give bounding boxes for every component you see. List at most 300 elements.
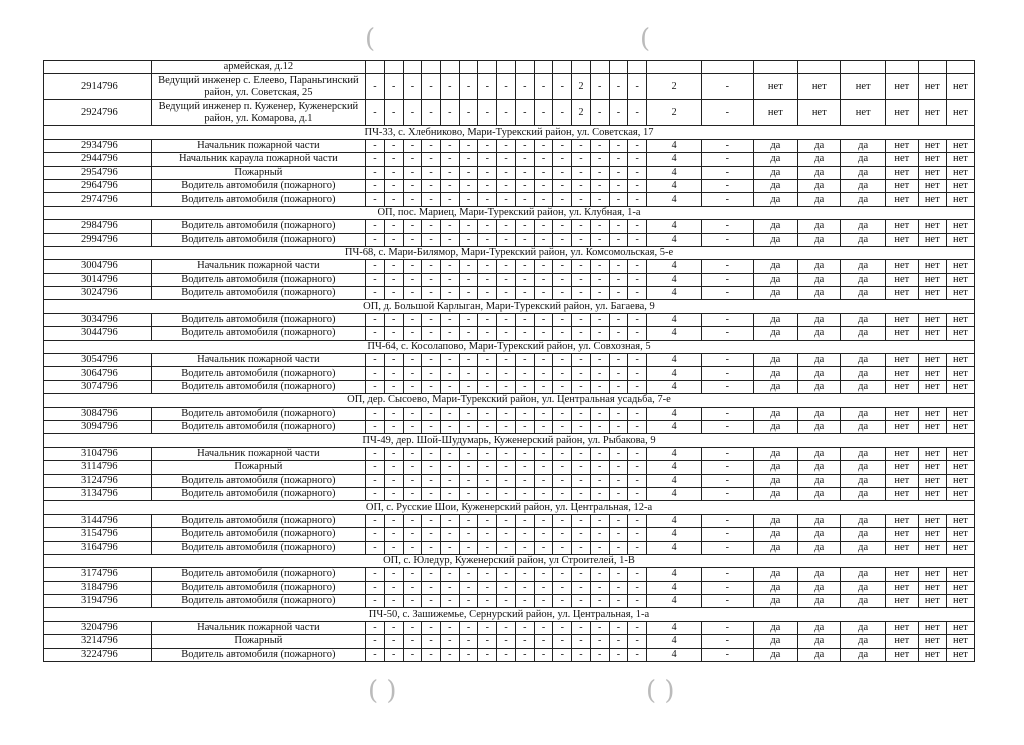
value-cell: -: [515, 100, 534, 126]
value-cell: -: [628, 528, 647, 541]
value-cell: -: [440, 581, 459, 594]
value-cell: -: [534, 193, 553, 206]
code-cell: 2914796: [44, 74, 152, 100]
value-cell: нет: [918, 260, 946, 273]
position-cell: Водитель автомобиля (пожарного): [151, 273, 365, 286]
value-cell: -: [609, 648, 628, 661]
value-cell: -: [478, 407, 497, 420]
value-cell: -: [497, 648, 516, 661]
value-cell: -: [572, 166, 591, 179]
value-cell: нет: [885, 153, 918, 166]
value-cell: -: [497, 139, 516, 152]
value-cell: -: [572, 528, 591, 541]
value-cell: -: [553, 568, 572, 581]
value-cell: нет: [885, 461, 918, 474]
value-cell: -: [572, 487, 591, 500]
value-cell: -: [609, 514, 628, 527]
value-cell: -: [628, 260, 647, 273]
value-cell: -: [422, 273, 441, 286]
value-cell: -: [534, 287, 553, 300]
code-cell: 3104796: [44, 447, 152, 460]
value-cell: нет: [918, 447, 946, 460]
value-cell: -: [497, 635, 516, 648]
value-cell: -: [440, 380, 459, 393]
value-cell: нет: [885, 420, 918, 433]
value-cell: -: [422, 367, 441, 380]
value-cell: -: [478, 474, 497, 487]
value-cell: [918, 61, 946, 74]
value-cell: -: [553, 514, 572, 527]
value-cell: да: [753, 367, 798, 380]
code-cell: 3184796: [44, 581, 152, 594]
value-cell: да: [841, 528, 886, 541]
value-cell: -: [572, 621, 591, 634]
value-cell: -: [497, 179, 516, 192]
value-cell: -: [366, 528, 385, 541]
section-header: ОП, пос. Мариец, Мари-Турекский район, ул. Клубная, 1-а: [44, 206, 975, 219]
value-cell: -: [590, 461, 609, 474]
value-cell: да: [798, 621, 841, 634]
value-cell: -: [366, 354, 385, 367]
code-cell: 3054796: [44, 354, 152, 367]
value-cell: нет: [946, 420, 974, 433]
value-cell: нет: [885, 541, 918, 554]
value-cell: [572, 61, 591, 74]
value-cell: -: [572, 474, 591, 487]
value-cell: да: [753, 487, 798, 500]
value-cell: -: [366, 621, 385, 634]
value-cell: -: [478, 100, 497, 126]
value-cell: [515, 61, 534, 74]
value-cell: -: [553, 74, 572, 100]
value-cell: нет: [946, 461, 974, 474]
value-cell: -: [628, 380, 647, 393]
value-cell: -: [422, 287, 441, 300]
value-cell: -: [422, 139, 441, 152]
value-cell: -: [497, 420, 516, 433]
value-cell: -: [384, 179, 403, 192]
value-cell: -: [534, 313, 553, 326]
value-cell: нет: [946, 179, 974, 192]
value-cell: да: [753, 474, 798, 487]
section-header-row: [44, 126, 975, 139]
value-cell: -: [440, 327, 459, 340]
value-cell: -: [366, 220, 385, 233]
value-cell: -: [422, 354, 441, 367]
value-cell: -: [478, 166, 497, 179]
value-cell: нет: [946, 193, 974, 206]
value-cell: -: [478, 193, 497, 206]
value-cell: -: [440, 407, 459, 420]
value-cell: -: [609, 380, 628, 393]
value-cell: нет: [798, 74, 841, 100]
value-cell: -: [628, 153, 647, 166]
value-cell: 4: [647, 595, 702, 608]
value-cell: нет: [918, 327, 946, 340]
value-cell: нет: [946, 260, 974, 273]
value-cell: нет: [918, 420, 946, 433]
table-row: [44, 354, 975, 367]
value-cell: да: [798, 380, 841, 393]
value-cell: -: [497, 260, 516, 273]
value-cell: нет: [946, 568, 974, 581]
value-cell: -: [609, 595, 628, 608]
section-header: ПЧ-64, с. Косолапово, Мари-Турекский район, ул. Совхозная, 5: [44, 340, 975, 353]
value-cell: да: [841, 153, 886, 166]
value-cell: -: [534, 407, 553, 420]
value-cell: [459, 61, 478, 74]
position-cell: Водитель автомобиля (пожарного): [151, 581, 365, 594]
position-cell: Пожарный: [151, 166, 365, 179]
code-cell: 3114796: [44, 461, 152, 474]
value-cell: -: [403, 595, 422, 608]
value-cell: -: [459, 220, 478, 233]
position-cell: Водитель автомобиля (пожарного): [151, 327, 365, 340]
value-cell: -: [702, 313, 754, 326]
value-cell: -: [403, 420, 422, 433]
value-cell: нет: [885, 568, 918, 581]
value-cell: -: [628, 407, 647, 420]
code-cell: 3124796: [44, 474, 152, 487]
code-cell: 3194796: [44, 595, 152, 608]
value-cell: нет: [918, 139, 946, 152]
value-cell: -: [459, 407, 478, 420]
value-cell: нет: [918, 528, 946, 541]
value-cell: нет: [885, 635, 918, 648]
value-cell: -: [515, 380, 534, 393]
value-cell: -: [497, 153, 516, 166]
value-cell: нет: [885, 233, 918, 246]
value-cell: [946, 61, 974, 74]
value-cell: -: [572, 514, 591, 527]
value-cell: [841, 61, 886, 74]
table-row: [44, 179, 975, 192]
value-cell: -: [572, 541, 591, 554]
value-cell: -: [609, 474, 628, 487]
position-cell: Водитель автомобиля (пожарного): [151, 487, 365, 500]
value-cell: -: [609, 233, 628, 246]
value-cell: -: [366, 273, 385, 286]
value-cell: нет: [885, 139, 918, 152]
value-cell: -: [422, 487, 441, 500]
value-cell: -: [553, 327, 572, 340]
value-cell: 4: [647, 581, 702, 594]
value-cell: -: [628, 635, 647, 648]
value-cell: -: [459, 528, 478, 541]
value-cell: -: [628, 193, 647, 206]
value-cell: -: [702, 139, 754, 152]
value-cell: -: [609, 528, 628, 541]
value-cell: -: [459, 273, 478, 286]
value-cell: да: [798, 581, 841, 594]
section-header-row: [44, 246, 975, 259]
value-cell: -: [497, 220, 516, 233]
value-cell: -: [702, 367, 754, 380]
value-cell: -: [459, 313, 478, 326]
value-cell: -: [440, 367, 459, 380]
value-cell: да: [798, 153, 841, 166]
value-cell: -: [553, 541, 572, 554]
value-cell: -: [628, 568, 647, 581]
value-cell: нет: [841, 74, 886, 100]
table-row: [44, 635, 975, 648]
value-cell: да: [753, 166, 798, 179]
table-row: [44, 287, 975, 300]
value-cell: да: [841, 354, 886, 367]
value-cell: да: [798, 461, 841, 474]
code-cell: 3134796: [44, 487, 152, 500]
value-cell: -: [553, 380, 572, 393]
value-cell: -: [609, 541, 628, 554]
value-cell: нет: [946, 287, 974, 300]
value-cell: -: [515, 581, 534, 594]
value-cell: -: [366, 380, 385, 393]
value-cell: -: [609, 193, 628, 206]
value-cell: -: [515, 407, 534, 420]
value-cell: -: [478, 581, 497, 594]
value-cell: -: [515, 474, 534, 487]
value-cell: да: [798, 474, 841, 487]
value-cell: -: [515, 139, 534, 152]
value-cell: -: [515, 568, 534, 581]
value-cell: -: [497, 407, 516, 420]
code-cell: 3034796: [44, 313, 152, 326]
value-cell: -: [459, 367, 478, 380]
scan-mark-top-right: (: [640, 24, 651, 54]
value-cell: -: [384, 367, 403, 380]
value-cell: -: [628, 474, 647, 487]
value-cell: -: [403, 193, 422, 206]
value-cell: 4: [647, 260, 702, 273]
value-cell: -: [497, 380, 516, 393]
value-cell: -: [440, 487, 459, 500]
value-cell: нет: [885, 487, 918, 500]
value-cell: -: [384, 354, 403, 367]
value-cell: нет: [918, 648, 946, 661]
value-cell: -: [515, 461, 534, 474]
value-cell: -: [403, 166, 422, 179]
table-row: [44, 447, 975, 460]
section-header: ОП, д. Большой Карлыган, Мари-Турекский район, ул. Багаева, 9: [44, 300, 975, 313]
value-cell: -: [403, 487, 422, 500]
value-cell: нет: [885, 354, 918, 367]
value-cell: да: [798, 166, 841, 179]
value-cell: -: [478, 420, 497, 433]
position-cell: Водитель автомобиля (пожарного): [151, 528, 365, 541]
section-header: ПЧ-49, дер. Шой-Шудумарь, Куженерский район, ул. Рыбакова, 9: [44, 434, 975, 447]
value-cell: да: [753, 179, 798, 192]
value-cell: -: [403, 474, 422, 487]
value-cell: -: [366, 327, 385, 340]
value-cell: -: [590, 514, 609, 527]
value-cell: нет: [918, 166, 946, 179]
value-cell: -: [702, 648, 754, 661]
value-cell: -: [459, 474, 478, 487]
value-cell: -: [628, 648, 647, 661]
value-cell: -: [422, 233, 441, 246]
value-cell: -: [702, 233, 754, 246]
position-cell: Водитель автомобиля (пожарного): [151, 287, 365, 300]
value-cell: -: [384, 166, 403, 179]
value-cell: да: [753, 233, 798, 246]
value-cell: -: [572, 220, 591, 233]
value-cell: -: [609, 487, 628, 500]
value-cell: 2: [647, 100, 702, 126]
value-cell: -: [609, 287, 628, 300]
value-cell: да: [753, 648, 798, 661]
value-cell: 4: [647, 380, 702, 393]
value-cell: -: [609, 313, 628, 326]
position-cell: Пожарный: [151, 635, 365, 648]
value-cell: нет: [885, 648, 918, 661]
value-cell: -: [628, 447, 647, 460]
value-cell: -: [440, 420, 459, 433]
scan-mark-bottom-right: ( ): [646, 676, 675, 706]
value-cell: 4: [647, 568, 702, 581]
value-cell: да: [841, 541, 886, 554]
value-cell: -: [384, 447, 403, 460]
value-cell: да: [753, 327, 798, 340]
position-cell: армейская, д.12: [151, 61, 365, 74]
value-cell: -: [459, 487, 478, 500]
value-cell: -: [478, 313, 497, 326]
value-cell: -: [440, 273, 459, 286]
value-cell: -: [553, 166, 572, 179]
value-cell: нет: [946, 447, 974, 460]
value-cell: -: [366, 179, 385, 192]
value-cell: нет: [946, 273, 974, 286]
table-row: [44, 273, 975, 286]
value-cell: -: [572, 354, 591, 367]
value-cell: -: [403, 273, 422, 286]
value-cell: -: [590, 635, 609, 648]
position-cell: Водитель автомобиля (пожарного): [151, 313, 365, 326]
table-row: [44, 581, 975, 594]
value-cell: да: [841, 380, 886, 393]
value-cell: -: [366, 367, 385, 380]
value-cell: -: [553, 260, 572, 273]
value-cell: -: [553, 528, 572, 541]
value-cell: -: [440, 541, 459, 554]
section-header: ПЧ-33, с. Хлебниково, Мари-Турекский район, ул. Советская, 17: [44, 126, 975, 139]
value-cell: -: [422, 193, 441, 206]
value-cell: 4: [647, 407, 702, 420]
value-cell: -: [609, 354, 628, 367]
value-cell: -: [459, 581, 478, 594]
value-cell: -: [534, 621, 553, 634]
value-cell: -: [422, 514, 441, 527]
value-cell: -: [497, 487, 516, 500]
value-cell: нет: [885, 260, 918, 273]
value-cell: -: [440, 233, 459, 246]
value-cell: -: [384, 528, 403, 541]
table-row: [44, 648, 975, 661]
value-cell: [366, 61, 385, 74]
value-cell: -: [366, 514, 385, 527]
value-cell: -: [422, 581, 441, 594]
value-cell: 4: [647, 648, 702, 661]
value-cell: 4: [647, 153, 702, 166]
value-cell: -: [553, 420, 572, 433]
position-cell: Начальник пожарной части: [151, 260, 365, 273]
value-cell: да: [753, 514, 798, 527]
value-cell: да: [841, 447, 886, 460]
value-cell: [497, 61, 516, 74]
value-cell: -: [478, 139, 497, 152]
position-cell: Водитель автомобиля (пожарного): [151, 193, 365, 206]
value-cell: нет: [885, 514, 918, 527]
section-header-row: [44, 608, 975, 621]
value-cell: -: [572, 327, 591, 340]
code-cell: 3144796: [44, 514, 152, 527]
value-cell: -: [572, 153, 591, 166]
value-cell: -: [403, 568, 422, 581]
value-cell: -: [609, 568, 628, 581]
value-cell: -: [478, 514, 497, 527]
value-cell: да: [798, 514, 841, 527]
value-cell: да: [841, 595, 886, 608]
value-cell: да: [798, 407, 841, 420]
value-cell: да: [841, 420, 886, 433]
value-cell: -: [366, 166, 385, 179]
value-cell: -: [459, 514, 478, 527]
value-cell: -: [497, 273, 516, 286]
value-cell: -: [609, 581, 628, 594]
value-cell: [753, 61, 798, 74]
value-cell: нет: [885, 273, 918, 286]
value-cell: -: [590, 420, 609, 433]
code-cell: 2984796: [44, 220, 152, 233]
value-cell: -: [403, 139, 422, 152]
value-cell: -: [534, 139, 553, 152]
position-cell: Водитель автомобиля (пожарного): [151, 220, 365, 233]
value-cell: -: [628, 514, 647, 527]
value-cell: -: [590, 595, 609, 608]
value-cell: -: [403, 327, 422, 340]
value-cell: да: [841, 367, 886, 380]
value-cell: -: [440, 260, 459, 273]
value-cell: -: [609, 100, 628, 126]
value-cell: нет: [918, 313, 946, 326]
value-cell: 4: [647, 541, 702, 554]
code-cell: 2964796: [44, 179, 152, 192]
value-cell: -: [515, 487, 534, 500]
value-cell: да: [841, 474, 886, 487]
value-cell: -: [459, 179, 478, 192]
value-cell: нет: [918, 581, 946, 594]
code-cell: 2924796: [44, 100, 152, 126]
value-cell: -: [609, 273, 628, 286]
value-cell: 4: [647, 139, 702, 152]
value-cell: -: [478, 74, 497, 100]
value-cell: да: [841, 179, 886, 192]
value-cell: -: [572, 420, 591, 433]
value-cell: -: [553, 220, 572, 233]
position-cell: Ведущий инженер п. Куженер, Куженерский район, ул. Комарова, д.1: [151, 100, 365, 126]
value-cell: -: [459, 447, 478, 460]
value-cell: да: [798, 193, 841, 206]
code-cell: 3064796: [44, 367, 152, 380]
table-row: [44, 528, 975, 541]
value-cell: 4: [647, 179, 702, 192]
value-cell: да: [841, 233, 886, 246]
value-cell: 4: [647, 367, 702, 380]
table-row: [44, 74, 975, 100]
value-cell: -: [590, 260, 609, 273]
value-cell: 4: [647, 635, 702, 648]
value-cell: -: [459, 648, 478, 661]
value-cell: -: [515, 528, 534, 541]
